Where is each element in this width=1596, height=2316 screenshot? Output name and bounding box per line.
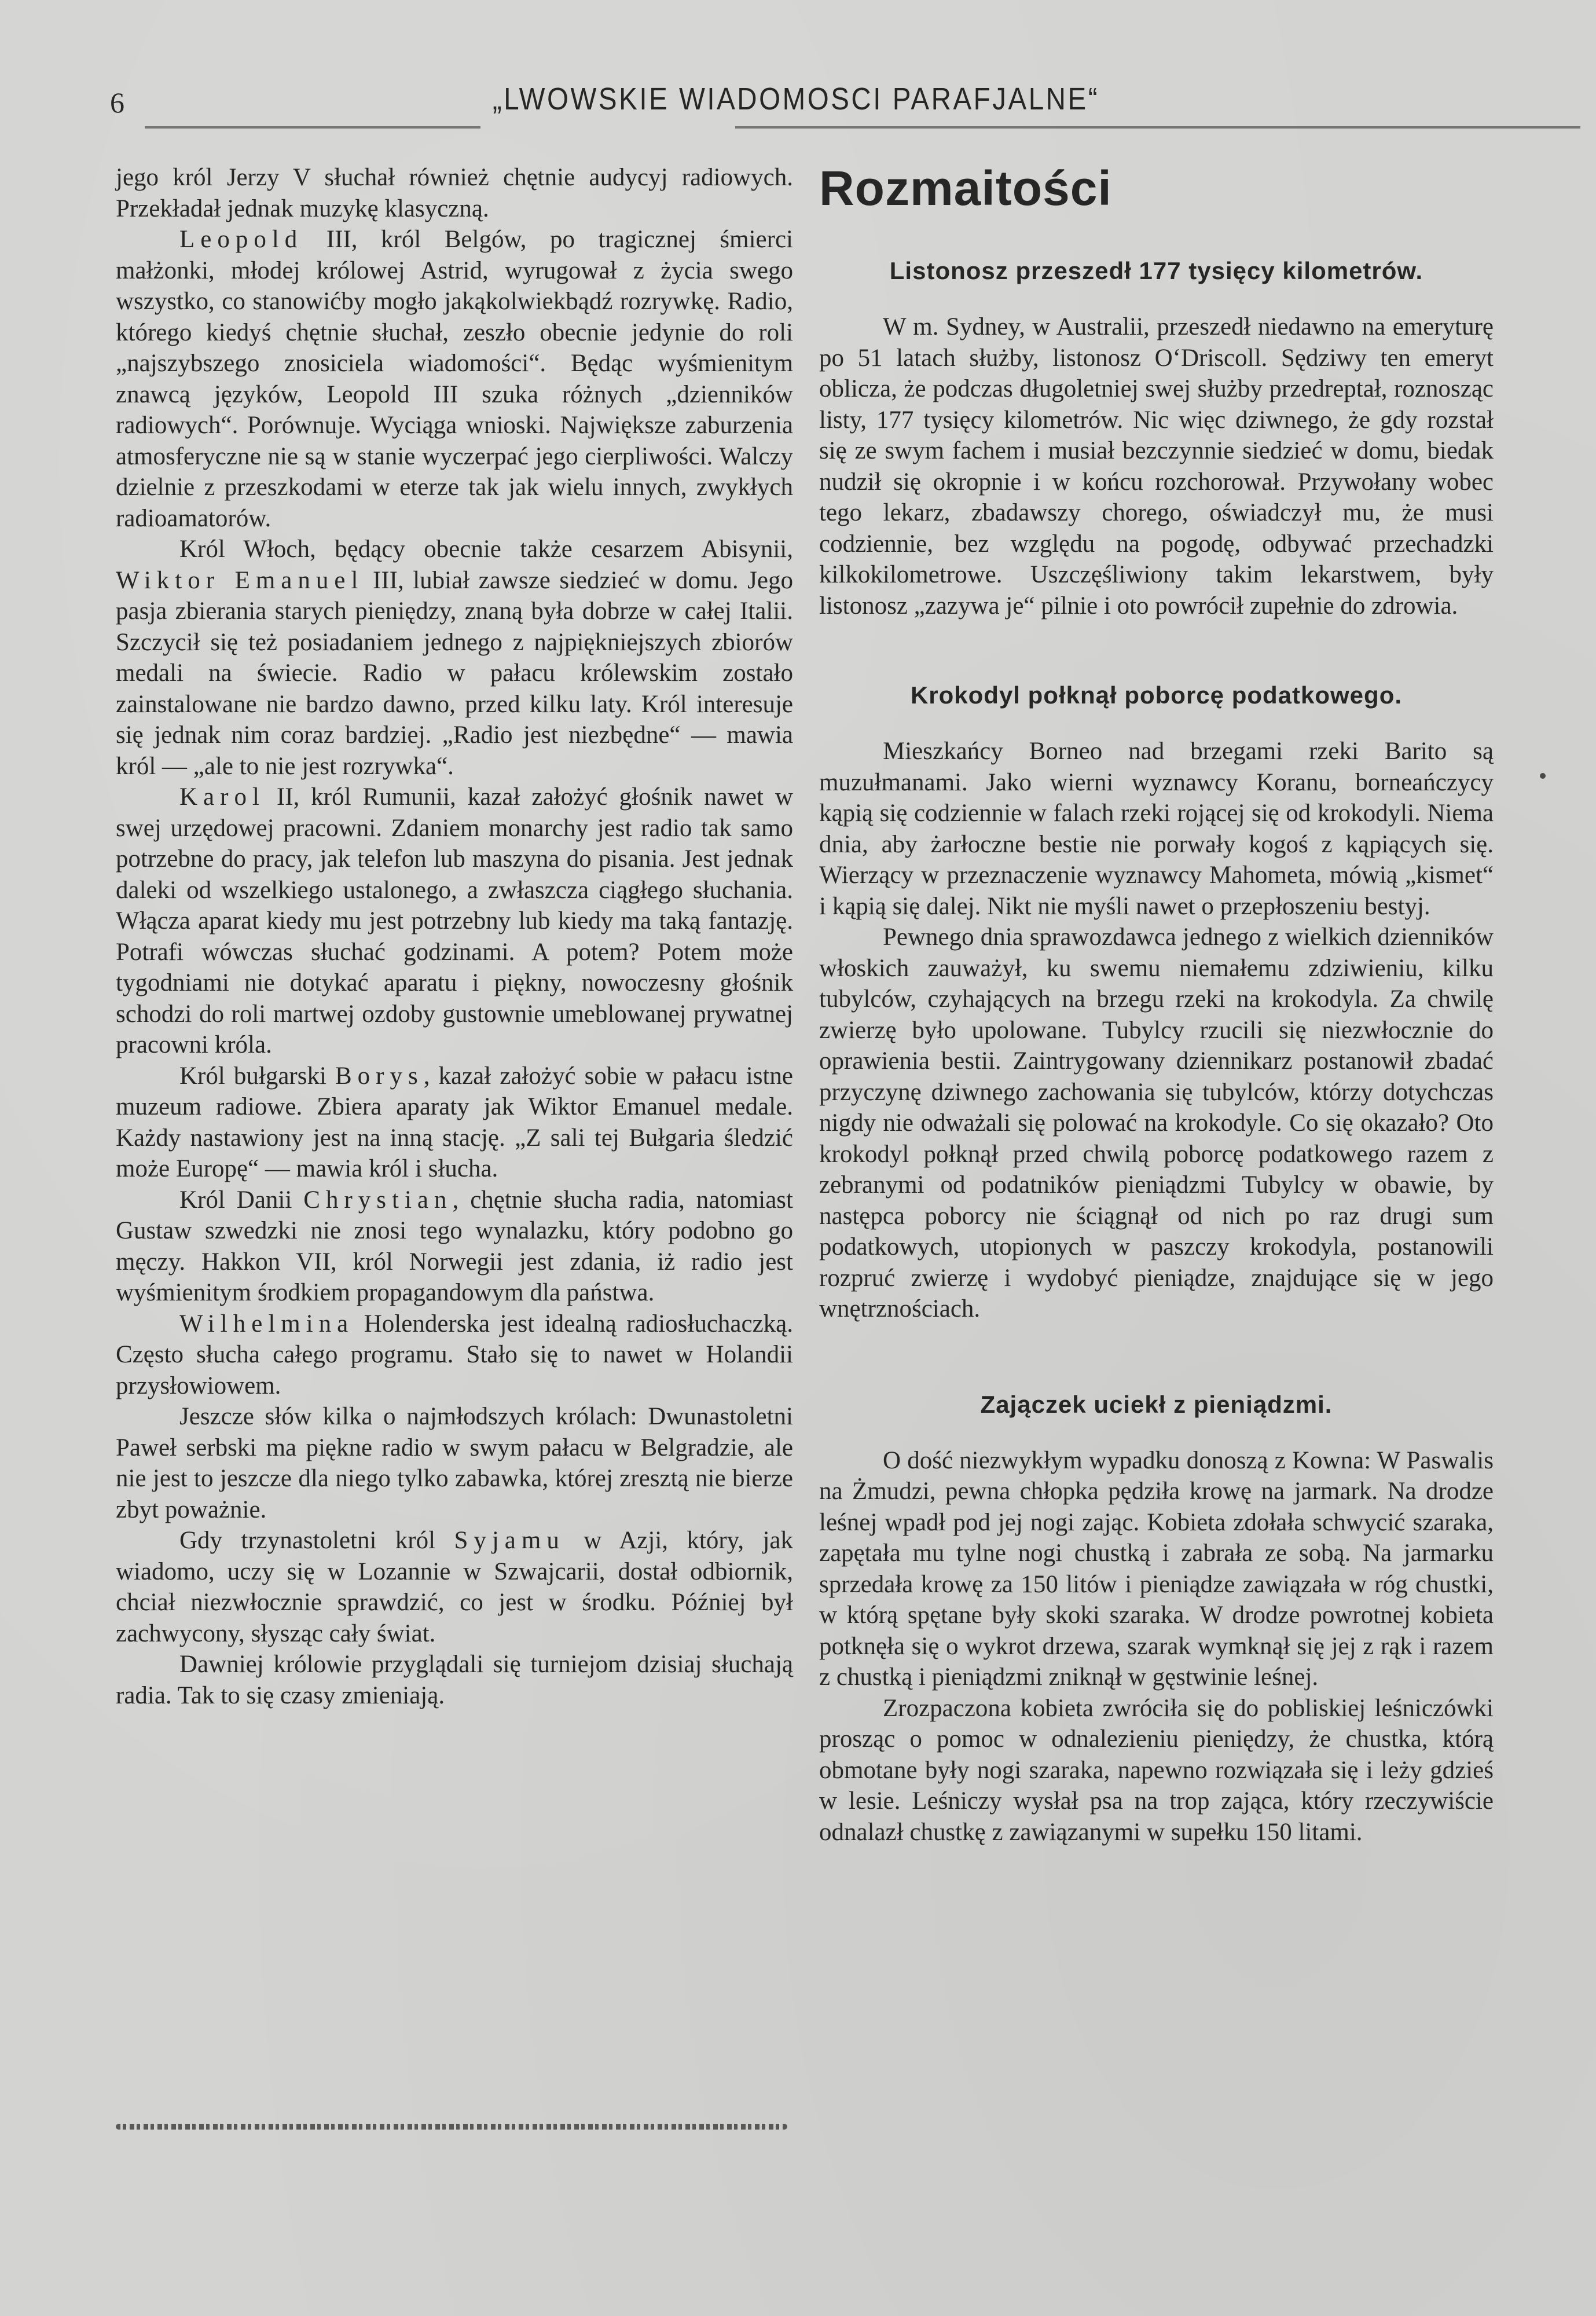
- right-column-miscellany: [819, 162, 1494, 1848]
- header-rule-left: [145, 126, 480, 129]
- spacer: [819, 1325, 1494, 1388]
- paragraph: Gdy trzynastoletni król Syjamu w Azji, który, jak wiadomo, uczy się w Lozannie w Szwajcarii, dostał odbiornik, chciał niezwłocznie sprawdzić, co jest w środku. Później był zachwycony, słysząc cały świat.: [116, 1527, 793, 1647]
- emphasized-name: Borys: [335, 1062, 424, 1090]
- paragraph: Karol II, król Rumunii, kazał założyć głośnik nawet w swej urzędowej pracowni. Zdaniem monarchy jest radio tak samo potrzebne do pracy, jak telefon lub maszyna do pisania. Jest jednak daleki od wszelkiego ustalonego, a zwłaszcza ciągłego słuchania. Włącza aparat kiedy mu jest potrzebny lub kiedy ma taką fantazję. Potrafi wówczas słuchać godzinami. A potem? Potem może tygodniami nie dotykać aparatu i piękny, nowoczesny głośnik schodzi do roli martwej ozdoby gustownie umeblowanej prywatnej pracowni króla.: [116, 783, 793, 1058]
- emphasized-name: Wiktor Emanuel: [116, 566, 364, 594]
- spacer: [819, 621, 1494, 679]
- paragraph: Mieszkańcy Borneo nad brzegami rzeki Barito są muzułmanami. Jako wierni wyznawcy Koranu, borneańczycy kąpią się codziennie w falach rzeki rojącej się od krokodyli. Niema dnia, aby żarłoczne bestie nie porwały kogoś z kąpiących się. Wierzący w przeznaczenie wyznawcy Mahometa, mówią „kismet“ i kąpią się dalej. Nikt nie myśli nawet o przepłoszeniu bestyj.: [819, 738, 1494, 920]
- emphasized-name: Chrystian: [303, 1186, 453, 1214]
- header-rule-right: [735, 126, 1580, 129]
- paragraph: Wilhelmina Holenderska jest idealną radiosłuchaczką. Często słucha całego programu. Stało się to nawet w Holandii przysłowiowem.: [116, 1310, 793, 1399]
- article-crocodile: [819, 679, 1494, 1325]
- section-title: Rozmaitości: [819, 161, 1112, 215]
- emphasized-name: Leopold: [179, 226, 303, 253]
- paragraph: Król Włoch, będący obecnie także cesarzem Abisynii, Wiktor Emanuel III, lubiał zawsze siedzieć w domu. Jego pasja zbierania starych pieniędzy, znaną była dobrze w całej Italii. Szczycił się też posiadaniem jednego z najpiękniejszych zbiorów medali na świecie. Radio w pałacu królewskim zostało zainstalowane nie bardzo dawno, przed kilku laty. Król interesuje się jednak nim coraz bardziej. „Radio jest niezbędne“ — mawia król — „ale to nie jest rozrywka“.: [116, 536, 793, 780]
- paragraph: O dość niezwykłym wypadku donoszą z Kowna: W Paswalis na Żmudzi, pewna chłopka pędziła krowę na jarmark. Na drodze leśnej wpadł pod jej nogi zając. Kobieta zdołała schwycić szaraka, zapętała mu tylne nogi chustką i zabrała ze sobą. Na jarmarku sprzedała krowę za 150 litów i pieniądze zawiązała w róg chustki, w którą spętane były skoki szaraka. W drodze powrotnej kobieta potknęła się o wykrot drzewa, szarak wymknął się jej z rąk i razem z chustką i pieniądzmi zniknął w gęstwinie leśnej.: [819, 1446, 1494, 1691]
- paragraph: jego król Jerzy V słuchał również chętnie audycyj radiowych. Przekładał jednak muzykę klasyczną.: [116, 164, 793, 222]
- paragraph: W m. Sydney, w Australii, przeszedł niedawno na emeryturę po 51 latach służby, listonosz O‘Driscoll. Sędziwy ten emeryt oblicza, że podczas długoletniej swej służby przedreptał, roznosząc listy, 177 tysięcy kilometrów. Nic więc dziwnego, że gdy rozstał się ze swym fachem i musiał bezczynnie siedzieć w domu, biedak nudził się okropnie i w końcu rozchorował. Przywołany wobec tego lekarz, zbadawszy chorego, oświadczył mu, że musi codziennie, bez względu na pogodę, odbywać przechadzki kilkokilometrowe. Uszczęśliwiony takim lekarstwem, były listonosz „zazywa je“ pilnie i oto powrócił zupełnie do zdrowia.: [819, 313, 1494, 620]
- paragraph: Jeszcze słów kilka o najmłodszych królach: Dwunastoletni Paweł serbski ma piękne radio w swym pałacu w Belgradzie, ale nie jest to jeszcze dla niego tylko zabawka, której zresztą nie bierze zbyt poważnie.: [116, 1403, 793, 1523]
- emphasized-name: Syjamu: [454, 1527, 565, 1554]
- paragraph: Pewnego dnia sprawozdawca jednego z wielkich dzienników włoskich zauważył, ku swemu niemałemu zdziwieniu, kilku tubylców, czyhających na brzegu rzeki na krokodyla. Za chwilę zwierzę było upolowane. Tubylcy rzucili się niezwłocznie do oprawienia bestii. Zaintrygowany dziennikarz postanowił zbadać przyczynę dziwnego zachowania się tubylców, którzy dotychczas nigdy nie odważali się polować na krokodyle. Co się okazało? Oto krokodyl połknął przed chwilą poborcę podatkowego razem z zebranymi od podatników pieniądzmi Tubylcy w obawie, by następca poborcy nie ściągnął od nich po raz drugi sum podatkowych, utopionych w paszczy krokodyla, postanowili rozpruć zwierzę i wydobyć pieniądze, znajdujące się w jego wnętrznościach.: [819, 924, 1494, 1322]
- paragraph: Król bułgarski Borys, kazał założyć sobie w pałacu istne muzeum radiowe. Zbiera aparaty jak Wiktor Emanuel medale. Każdy nastawiony jest na inną stację. „Z sali tej Bułgaria śledzić może Europę“ — mawia król i słucha.: [116, 1062, 793, 1182]
- article-postman: [819, 255, 1494, 621]
- page-number: 6: [110, 86, 124, 119]
- article-title: Zajączek uciekł z pieniądzmi.: [980, 1390, 1333, 1418]
- print-speck: [1540, 773, 1546, 779]
- emphasized-name: Karol: [179, 783, 265, 811]
- article-title: Listonosz przeszedł 177 tysięcy kilometrów.: [889, 257, 1423, 284]
- journal-title: „LWOWSKIE WIADOMOSCI PARAFJALNE“: [492, 82, 1100, 116]
- emphasized-name: Wilhelmina: [179, 1310, 354, 1337]
- article-title: Krokodyl połknął poborcę podatkowego.: [910, 681, 1403, 709]
- running-head: [110, 81, 1482, 133]
- paragraph: Zrozpaczona kobieta zwróciła się do pobliskiej leśniczówki prosząc o pomoc w odnalezieniu pieniędzy, że chustka, którą obmotane były nogi szaraka, napewno rozwiązała się i leży gdzieś w lesie. Leśniczy wysłał psa na trop zająca, który rzeczywiście odnalazł chustkę z zawiązanymi w supełku 150 litami.: [819, 1694, 1494, 1846]
- paragraph: Dawniej królowie przyglądali się turniejom dzisiaj słuchają radia. Tak to się czasy zmieniają.: [116, 1651, 793, 1709]
- paragraph: Leopold III, król Belgów, po tragicznej śmierci małżonki, młodej królowej Astrid, wyrugował z życia swego wszystko, co stanowićby mogło jakąkolwiekbądź rozrywkę. Radio, którego kiedyś chętnie słuchał, zeszło obecnie jedynie do roli „najszybszego znosiciela wiadomości“. Będąc wyśmienitym znawcą języków, Leopold III szuka różnych „dzienników radiowych“. Porównuje. Wyciąga wnioski. Największe zaburzenia atmosferyczne nie są w stanie wyczerpać jego cierpliwości. Walczy dzielnie z przeszkodami w eterze tak jak wielu innych, zwykłych radioamatorów.: [116, 226, 793, 532]
- article-hare: [819, 1388, 1494, 1848]
- ornamental-divider: [116, 2124, 787, 2130]
- paragraph: Król Danii Chrystian, chętnie słucha radia, natomiast Gustaw szwedzki nie znosi tego wynalazku, który podobno go męczy. Hakkon VII, król Norwegii jest zdania, iż radio jest wyśmienitym środkiem propagandowym dla państwa.: [116, 1186, 793, 1306]
- left-column-article: [116, 162, 793, 1711]
